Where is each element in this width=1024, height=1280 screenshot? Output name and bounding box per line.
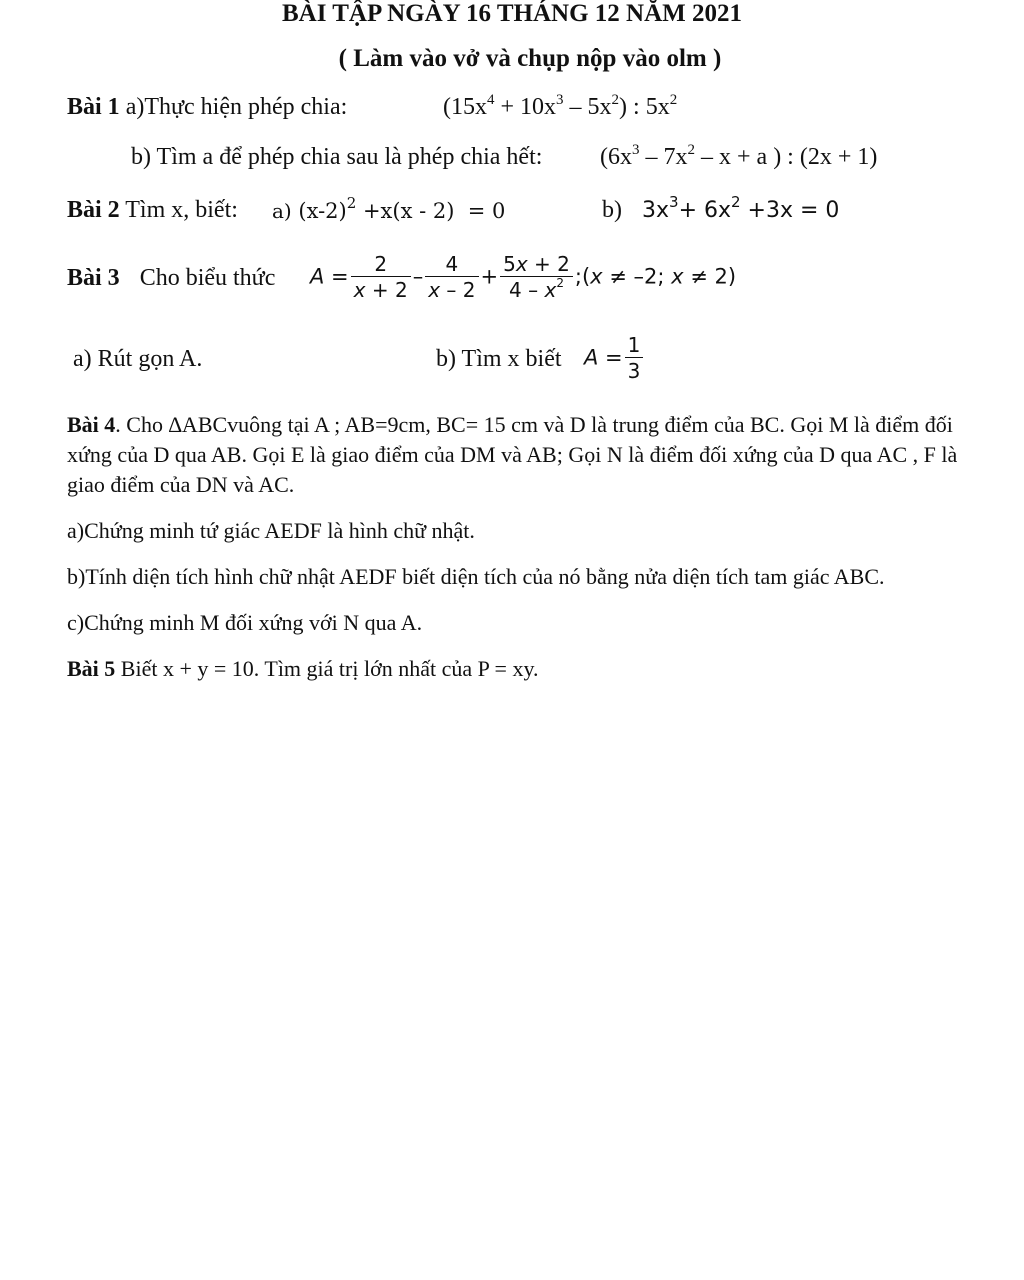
bai4-part-c: c)Chứng minh M đối xứng với N qua A. <box>67 610 423 635</box>
bai4-label: Bài 4 <box>67 412 116 437</box>
bai1-line-a <box>67 94 347 121</box>
bai5-label: Bài 5 <box>67 656 116 681</box>
bai3-expression: A = $\frac{2}{x + 2}$ – $\frac{4}{x - 2}$ + $\frac{5x + 2}{4 - x^2}$ ;(x ≠ –2; x ≠ 2) <box>310 252 737 302</box>
bai3-intro: Cho biểu thức <box>139 265 276 291</box>
bai3-part-a: a) Rút gọn A. <box>73 346 203 372</box>
bai3-part-b-expression: A = $\frac{1}{3}$ <box>584 333 645 384</box>
bai5-line <box>67 654 539 684</box>
bai2-equation-b: b) $3x^3+ 6x^2 +3x = 0$ <box>602 193 840 223</box>
page-title: BÀI TẬP NGÀY 16 THÁNG 12 NĂM 2021 <box>282 0 742 27</box>
page-subtitle: ( Làm vào vở và chụp nộp vào olm ) <box>338 45 722 72</box>
bai2-equation-a: a) $(x-2)^2 +x(x - 2) = 0$ <box>272 194 506 223</box>
bai1-part-b: b) Tìm a để phép chia sau là phép chia hết: <box>131 144 543 170</box>
bai3-line <box>67 265 275 292</box>
bai1-expression-a: $(15x^4 + 10x^3 - 5x^2)$ : $5x^2$ <box>443 92 678 120</box>
bai3-label: Bài 3 <box>67 265 120 291</box>
bai2-intro: Tìm x, biết: <box>125 197 238 223</box>
bai2-part-a-label: a) <box>272 199 292 223</box>
bai4-part-b: b)Tính diện tích hình chữ nhật AEDF biết diện tích của nó bằng nửa diện tích tam giác ABC. <box>67 564 885 589</box>
bai2-part-b-label: b) <box>602 197 622 223</box>
bai4-part-a: a)Chứng minh tứ giác AEDF là hình chữ nhật. <box>67 518 475 543</box>
bai1-expression-b: ($6x^3 - 7x^2 - x + a$ ) : (2x + 1) <box>600 142 878 170</box>
bai4-paragraph <box>67 410 982 500</box>
bai2-line <box>67 197 238 224</box>
bai1-label: Bài 1 <box>67 94 120 120</box>
bai5-text: Biết x + y = 10. Tìm giá trị lớn nhất của P = xy. <box>120 656 539 681</box>
bai3-part-b: b) Tìm x biết <box>436 346 562 372</box>
bai1-part-a: a)Thực hiện phép chia: <box>125 94 348 120</box>
bai4-text: . Cho ∆ABCvuông tại A ; AB=9cm, BC= 15 cm và D là trung điểm của BC. Gọi M là điểm đối xứng của D qua AB. Gọi E là giao điểm của DM và AB; Gọi N là điểm đối xứng của D qua AC , F là giao điểm của DN và AC. <box>67 412 958 497</box>
bai2-label: Bài 2 <box>67 197 120 223</box>
